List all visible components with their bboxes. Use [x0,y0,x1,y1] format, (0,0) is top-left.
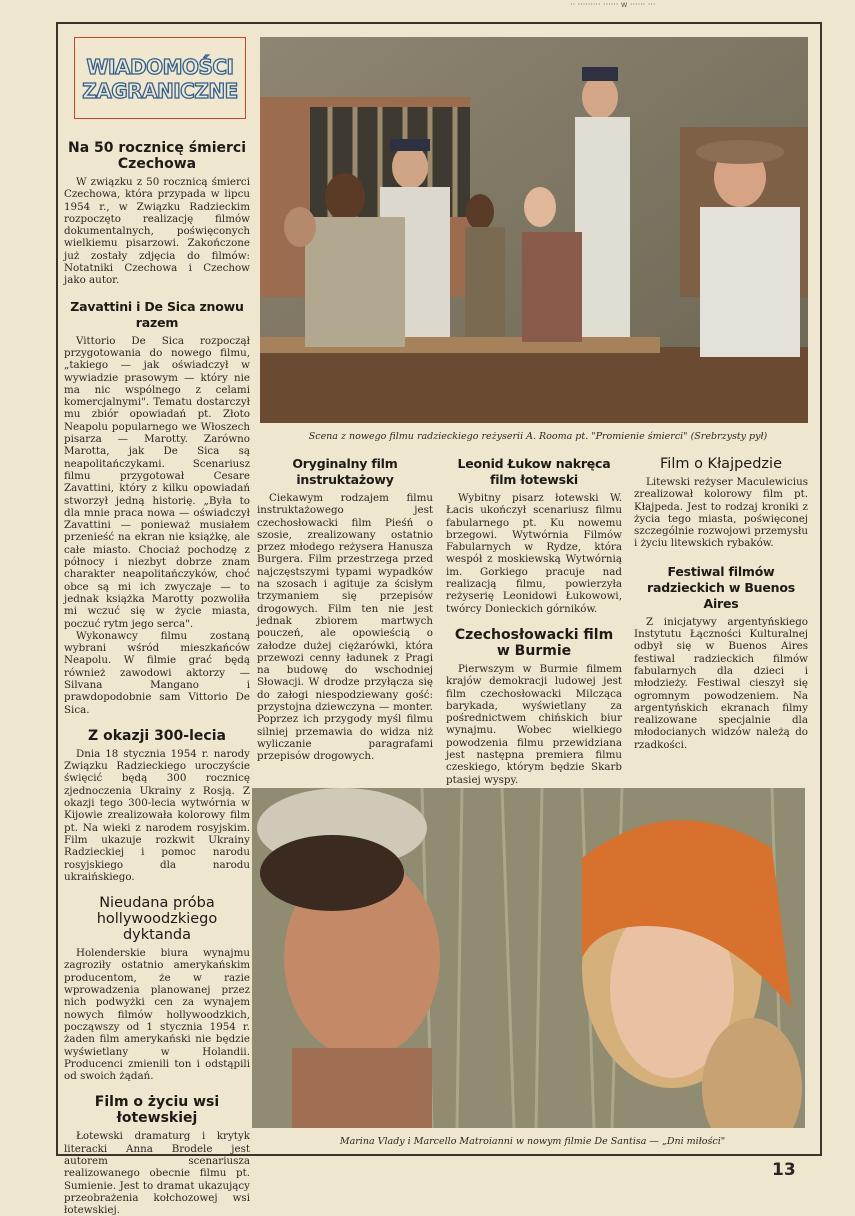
article-wies [64,1094,250,1216]
article-body: Łotewski dramaturg i krytyk literacki Anna Brodele jest autorem scenariusza realizowanego obecnie filmu pt. Sumienie. Jest to dramat ukazujący przeobrażenia kołchozowej wsi łotewskiej. [64,1130,250,1216]
right-column [634,456,808,751]
article-hollywood [64,895,250,1082]
article-body: Ciekawym rodzajem filmu instruktażowego jest czechosłowacki film Pieśń o szosie, zrealizowany ostatnio przez młodego reżysera Hanusza Burgera. Film przestrzega przed najczęstszymi typami wypadków na szosach i agituje za ścisłym trzymaniem się przepisów drogowych. Film ten nie jest jednak zbiorem martwych pouczeń, ale opowieścią o załodze dużej ciężarówki, która przewozi cenny ładunek z Pragi na budowę do wschodniej Słowacji. W drodze przyłącza się do załogi niespodziewany gość: przystojna dziewczyna — monter. Poprzez ich przygody myśl filmu silniej przemawia do widza niż wyliczanie paragrafami przepisów drogowych. [257,492,433,763]
article-burma [446,627,622,786]
article-title: Czechosłowacki film w Burmie [454,626,614,659]
left-column [64,140,250,1216]
article-body: W związku z 50 rocznicą śmierci Czechowa, która przypada w lipcu 1954 r., w Związku Radzieckim rozpoczęto realizację filmów dokumentalnych, poświęconych wielkiemu pisarzowi. Zakończone już zostały zdjęcia do filmów: Notatniki Czechowa i Czechow jako autor. [64,176,250,287]
article-title: Z okazji 300-lecia [88,727,226,744]
logo-line2: ZAGRANICZNE [82,79,238,103]
article-body: Wybitny pisarz łotewski W. Łacis ukończył scenariusz filmu fabularnego pt. Ku nowemu brzegowi. Wytwórnia Filmów Fabularnych w Rydze, która wespół z moskiewską Wytwórnią im. Gorkiego pracuje nad realizacją filmu, powierzyła reżyserię Leonidowi Łukowowi, twórcy Donieckich górników. [446,492,622,615]
article-title: Nieudana próba hollywoodzkiego dyktanda [96,895,218,944]
article-body: Dnia 18 stycznia 1954 r. narody Związku Radzieckiego uroczyście święcić będą 300 rocznicę zjednoczenia Ukrainy z Rosją. Z okazji tego 300-lecia wytwórnia w Kijowie zrealizowała kolorowy film pt. Na wieki z narodem rosyjskim. Film ukazuje rozkwit Ukrainy Radzieckiej i pomoc narodu rosyjskiego dla narodu ukraińskiego. [64,747,250,883]
logo-line1: WIADOMOŚCI [86,55,234,79]
article-zavattini [64,299,250,716]
logo-graphic [75,38,245,118]
article-title: Film o życiu wsi łotewskiej [94,1094,220,1127]
article-body: Wykonawcy filmu zostaną wybrani wśród mieszkańców Neapolu. W filmie grać będą również zawodowi aktorzy — Silvana Mangano i prawdopodobnie sam Vittorio De Sica. [64,629,250,716]
top-photo-caption: Scena z nowego filmu radzieckiego reżyserii A. Rooma pt. "Promienie śmierci" (Srebrzysty pył) [308,431,768,442]
article-lukow [446,456,622,615]
article-body: Z inicjatywy argentyńskiego Instytutu Łączności Kulturalnej odbył się w Buenos Aires festiwal radzieckich filmów fabularnych dla dzieci i młodzieży. Festiwal cieszył się ogromnym powodzeniem. Na argentyńskich ekranach filmy realizowane specjalnie dla młodocianych widzów należą do rzadkości. [634,615,808,751]
middle-column [257,456,433,763]
article-title: Leonid Łukow nakręca film łotewski [457,456,611,487]
article-body: Holenderskie biura wynajmu zagroziły ostatnio amerykańskim producentom, że w razie wprowadzenia planowanej przez nich podwyżki cen za wynajem nowych filmów hollywoodzkich, począwszy od 1 stycznia 1954 r. żaden film amerykański nie będzie wyświetlany w Holandii. Producenci zmienili ton i odstąpili od swoich żądań. [64,947,250,1083]
bottom-photo [252,788,805,1128]
top-photo [260,37,808,423]
section-logo [74,37,246,119]
article-trzysta [64,728,250,883]
article-czechow [64,140,250,287]
article-body: Litewski reżyser Maculewicius zrealizował kolorowy film pt. Kłajpeda. Jest to rodzaj kroniki z życia tego miasta, poświęconej szczególnie rozwojowi przemysłu i życiu litewskich rybaków. [634,476,808,550]
article-title: Oryginalny film instruktażowy [292,456,398,487]
article-instruktazowy [257,456,433,763]
article-title: Film o Kłajpedzie [660,456,782,472]
article-body: Pierwszym w Burmie filmem krajów demokracji ludowej jest film czechosłowacki Milcząca barykada, wyświetlany za pośrednictwem chińskich biur wynajmu. Wobec wielkiego powodzenia filmu przewidziana jest następna premiera filmu czeskiego, którym będzie Skarb ptasiej wyspy. [446,662,622,786]
article-title: Festiwal filmów radzieckich w Buenos Aires [647,563,795,611]
article-klajpeda [634,456,808,550]
article-buenos [634,564,808,751]
article-body: Vittorio De Sica rozpoczął przygotowania do nowego filmu, „takiego — jak oświadczył w wywiadzie prasowym — który nie ma nic wspólnego z celami komercjalnymi". Tematu dostarczył mu zbiór opowiadań pt. Złoto Neapolu popularnego we Włoszech pisarza — Marotty. Zarówno Marotta, jak De Sica są neapolitańczykami. Scenariusz filmu przygotował Cesare Zavattini, który z kilku opowiadań stworzył jedną historię. „Była to dla mnie praca nowa — oświadczył Zavattini — ponieważ musiałem przenieść na ekran nie książkę, ale całe miasto. Chociaż pochodzę z północy i niezbyt dobrze znam charakter neapolitańczyków, choć obce są mi ich zwyczaje — to jednak książka Marotty pozwoliła mi wczuć się w życie miasta, poczuć rytm jego serca". [64,334,250,630]
article-title: Na 50 rocznicę śmierci Czechowa [67,140,246,172]
page-number: 13 [772,1160,796,1180]
article-title: Zavattini i De Sica znowu razem [70,298,244,330]
header-strip: ·· ········· ······ w ······ ··· [570,0,656,9]
center-column [446,456,622,786]
bottom-photo-caption: Marina Vlady i Marcello Matroianni w nowym filmie De Santisa — „Dni miłości" [339,1136,726,1147]
